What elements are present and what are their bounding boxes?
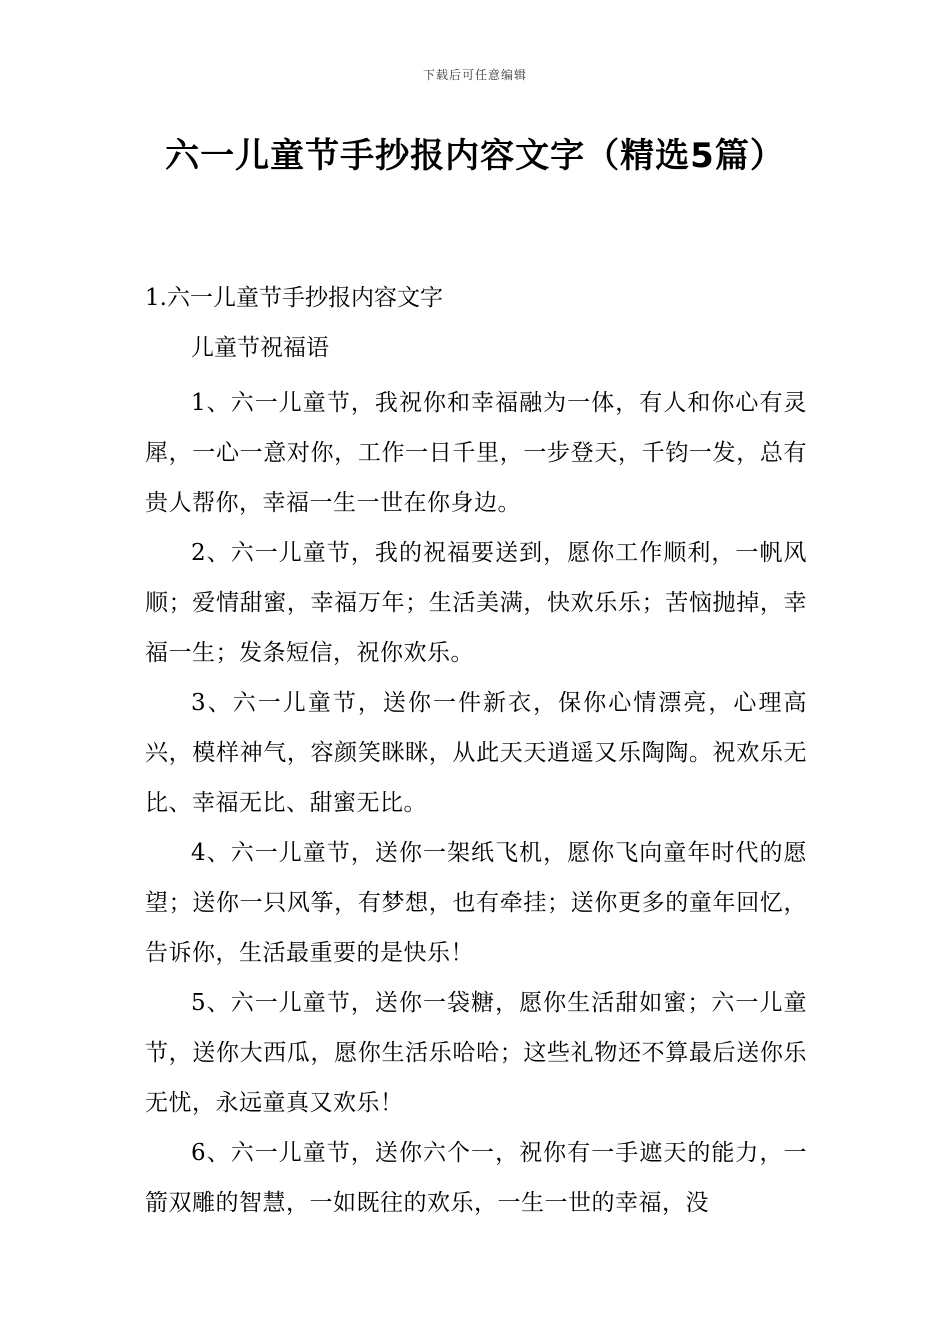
paragraph-4: 4、六一儿童节，送你一架纸飞机，愿你飞向童年时代的愿望；送你一只风筝，有梦想，也有牵挂；送你更多的童年回忆，告诉你，生活最重要的是快乐！ <box>145 840 807 966</box>
header-note: 下载后可任意编辑 <box>422 68 527 82</box>
section-heading: 1.六一儿童节手抄报内容文字 <box>145 285 443 311</box>
paragraph-2: 2、六一儿童节，我的祝福要送到，愿你工作顺利，一帆风顺；爱情甜蜜，幸福万年；生活美满，快欢乐乐；苦恼抛掉，幸福一生；发条短信，祝你欢乐。 <box>145 540 807 666</box>
page-title: 六一儿童节手抄报内容文字（精选5篇） <box>165 136 785 176</box>
paragraph-5: 5、六一儿童节，送你一袋糖，愿你生活甜如蜜；六一儿童节，送你大西瓜，愿你生活乐哈哈；这些礼物还不算最后送你乐无忧，永远童真又欢乐！ <box>145 990 807 1116</box>
paragraph-3: 3、六一儿童节，送你一件新衣，保你心情漂亮，心理高兴，模样神气，容颜笑眯眯，从此天天逍遥又乐陶陶。祝欢乐无比、幸福无比、甜蜜无比。 <box>145 690 807 816</box>
paragraph-6: 6、六一儿童节，送你六个一，祝你有一手遮天的能力，一箭双雕的智慧，一如既往的欢乐，一生一世的幸福，没 <box>145 1140 807 1216</box>
paragraph-1: 1、六一儿童节，我祝你和幸福融为一体，有人和你心有灵犀，一心一意对你，工作一日千里，一步登天，千钧一发，总有贵人帮你，幸福一生一世在你身边。 <box>145 390 807 516</box>
document-body <box>145 278 807 1228</box>
section-subheading: 儿童节祝福语 <box>191 335 329 361</box>
